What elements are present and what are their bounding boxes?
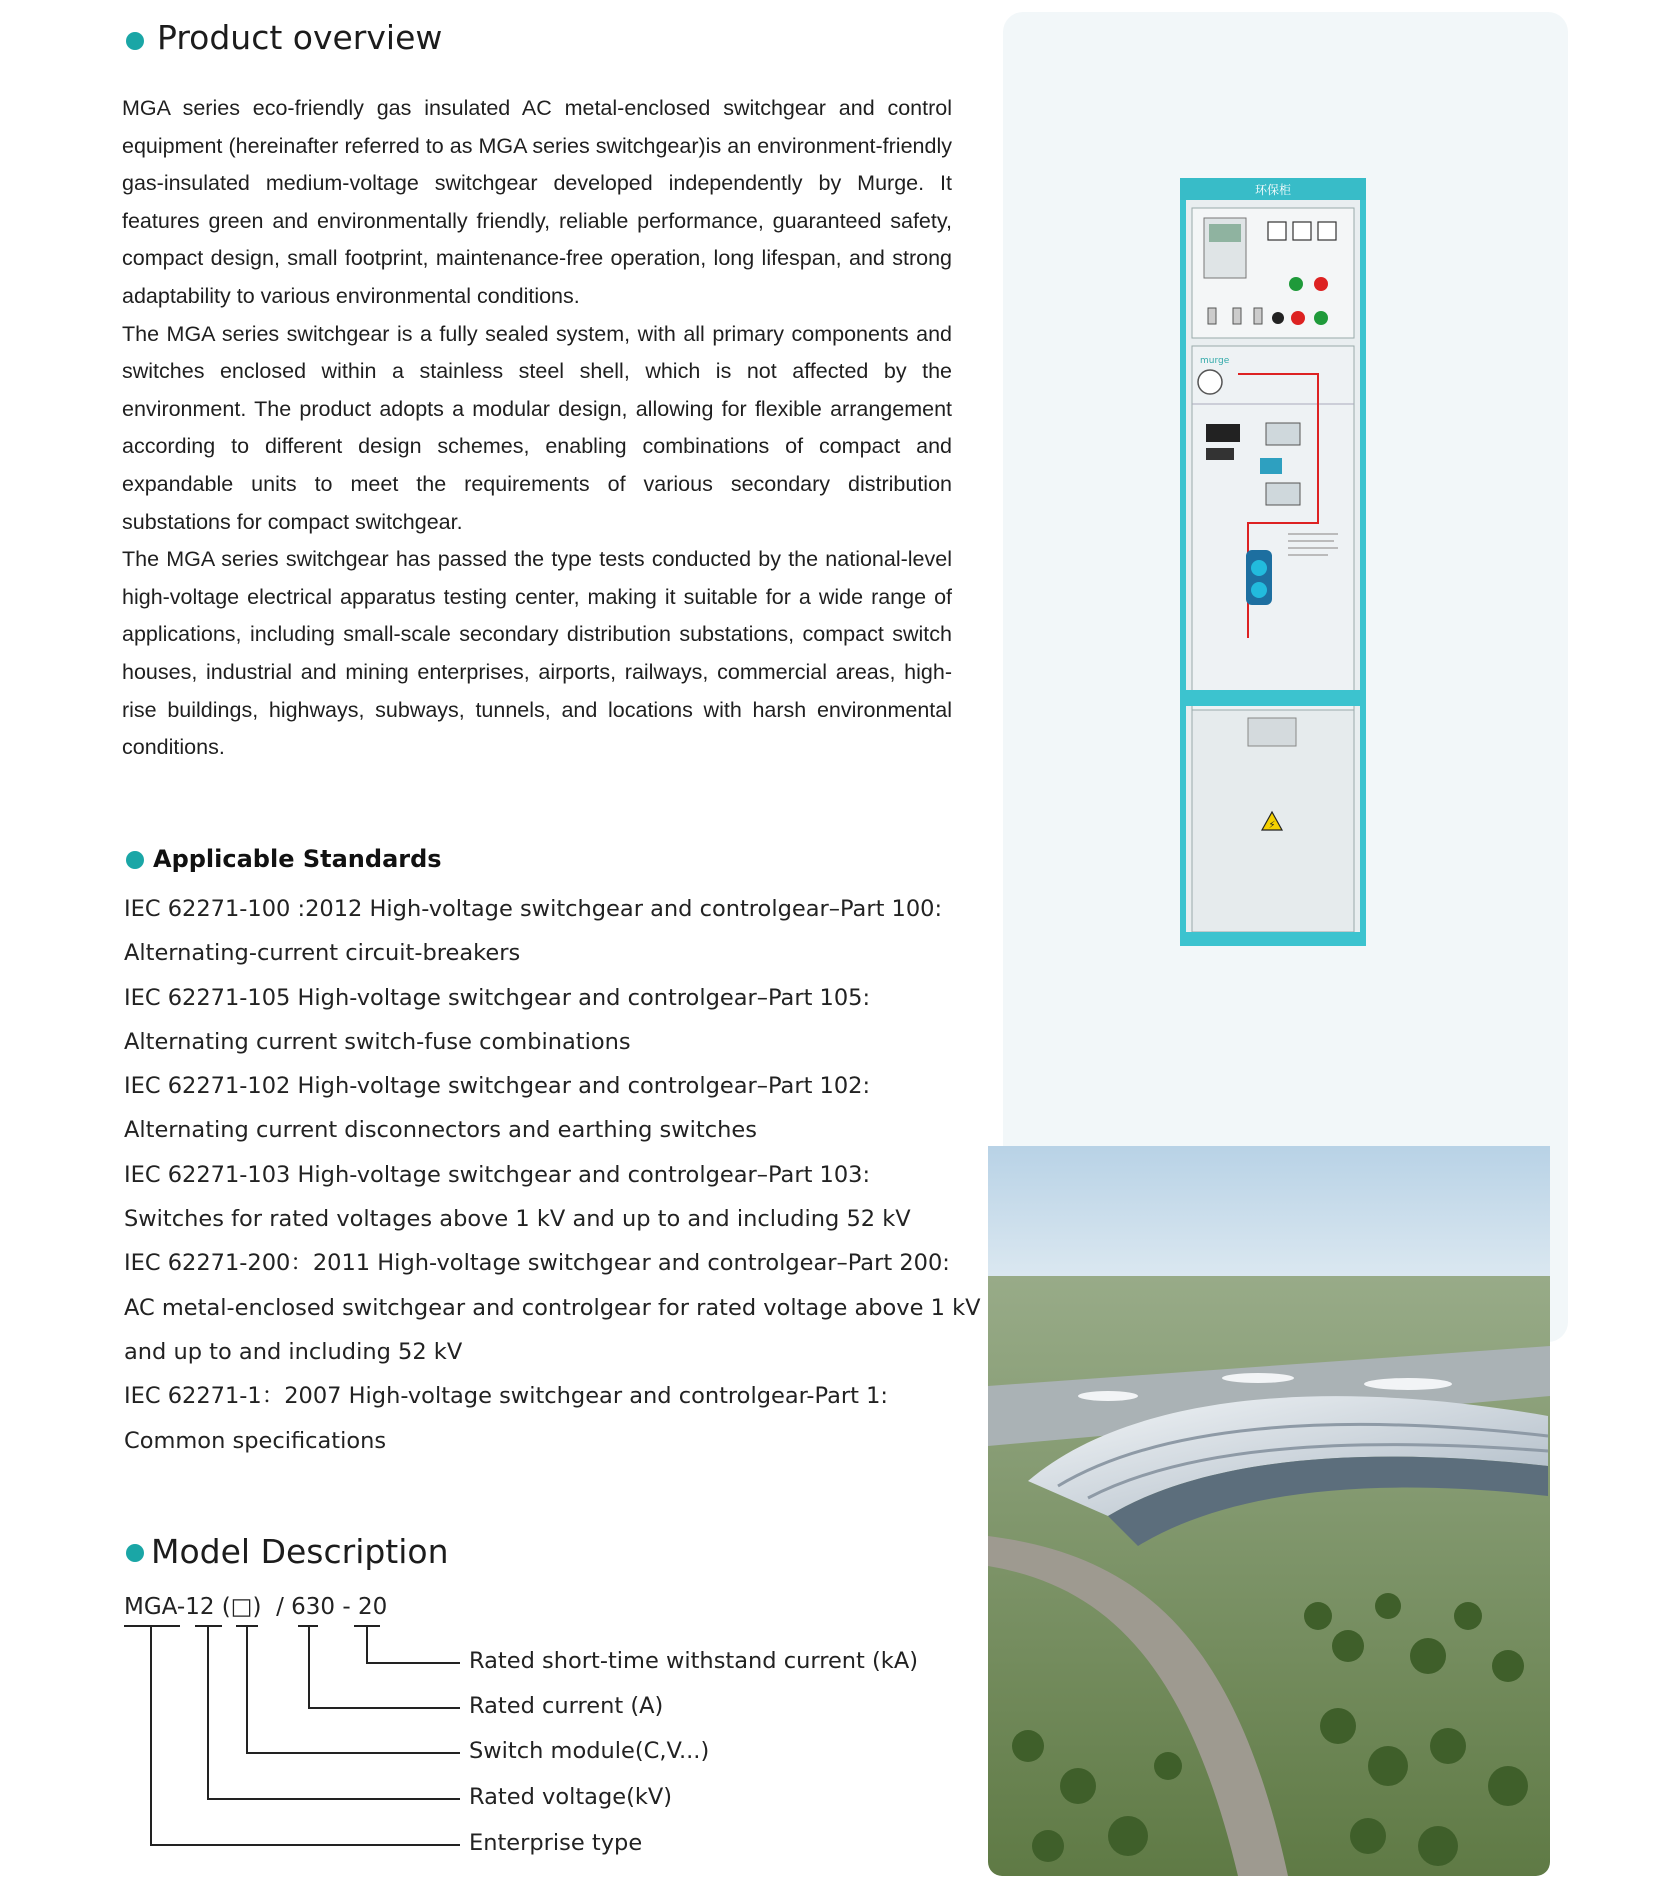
leader-voltage [208, 1626, 460, 1799]
leader-withstand [367, 1626, 460, 1663]
standard-line: IEC 62271-200：2011 High-voltage switchgear and controlgear–Part 200: [124, 1250, 950, 1277]
applicable-standards-heading: Applicable Standards [153, 845, 442, 873]
standard-line: IEC 62271-105 High-voltage switchgear and controlgear–Part 105: [124, 984, 871, 1011]
standard-line: Alternating current switch-fuse combinations [124, 1028, 631, 1055]
standard-line: Switches for rated voltages above 1 kV and up to and including 52 kV [124, 1206, 911, 1233]
airport-aerial-photo [988, 1146, 1550, 1876]
leader-enterprise [151, 1626, 460, 1845]
legend-enterprise-type: Enterprise type [469, 1830, 643, 1856]
overview-paragraph-3: The MGA series switchgear has passed the type tests conducted by the national-level high-voltage electrical apparatus testing center, making it suitable for a wide range of applications, including small-scale secondary distribution substations, compact switch houses, industrial and mining enterprises, airports, railways, commercial areas, high-rise buildings, highways, subways, tunnels, and locations with harsh environmental conditions. [122, 547, 952, 760]
standard-line: Alternating current disconnectors and earthing switches [124, 1117, 757, 1144]
leader-current [309, 1626, 460, 1708]
legend-rated-voltage: Rated voltage(kV) [469, 1784, 673, 1810]
model-description-heading: Model Description [151, 1532, 449, 1571]
legend-rated-current: Rated current (A) [469, 1693, 664, 1719]
standard-line: and up to and including 52 kV [124, 1338, 463, 1365]
svg-text:⚡: ⚡ [1268, 820, 1276, 831]
overview-paragraph-1: MGA series eco-friendly gas insulated AC metal-enclosed switchgear and control equipment (hereinafter referred to as MGA series switchgear)is an environment-friendly gas-insulated medium-voltage switchgear developed independently by Murge. It features green and environmentally friendly, reliable performance, guaranteed safety, compact design, small footprint, maintenance-free operation, long lifespan, and strong adaptability to various environmental conditions. [122, 96, 952, 308]
cabinet-brand: murge [1200, 356, 1230, 366]
legend-switch-module: Switch module(C,V...) [469, 1738, 710, 1764]
standard-line: IEC 62271-102 High-voltage switchgear and controlgear–Part 102: [124, 1073, 871, 1100]
standard-line: IEC 62271-103 High-voltage switchgear and controlgear–Part 103: [124, 1161, 871, 1188]
standard-line: AC metal-enclosed switchgear and controlgear for rated voltage above 1 kV [124, 1294, 981, 1321]
standard-line: IEC 62271-1：2007 High-voltage switchgear and controlgear-Part 1: [124, 1383, 889, 1410]
legend-withstand-current: Rated short-time withstand current (kA) [469, 1648, 919, 1674]
standard-line: IEC 62271-100 :2012 High-voltage switchgear and controlgear–Part 100: [124, 896, 943, 922]
overview-paragraph-2: The MGA series switchgear is a fully sealed system, with all primary components and switches enclosed within a stainless steel shell, which is not affected by the environment. The product adopts a modular design, allowing for flexible arrangement according to different design schemes, enabling combinations of compact and expandable units to meet the requirements of various secondary distribution substations for compact switchgear. [122, 321, 952, 534]
leader-module [247, 1626, 460, 1753]
switchgear-cabinet-image [1178, 178, 1368, 948]
cabinet-header-text: 环保柜 [1254, 183, 1292, 197]
product-overview-heading: Product overview [157, 18, 443, 57]
standard-line: Alternating-current circuit-breakers [124, 940, 521, 967]
model-code: MGA-12 (□) / 630 - 20 [124, 1594, 388, 1620]
standard-line: Common specifications [124, 1427, 387, 1454]
